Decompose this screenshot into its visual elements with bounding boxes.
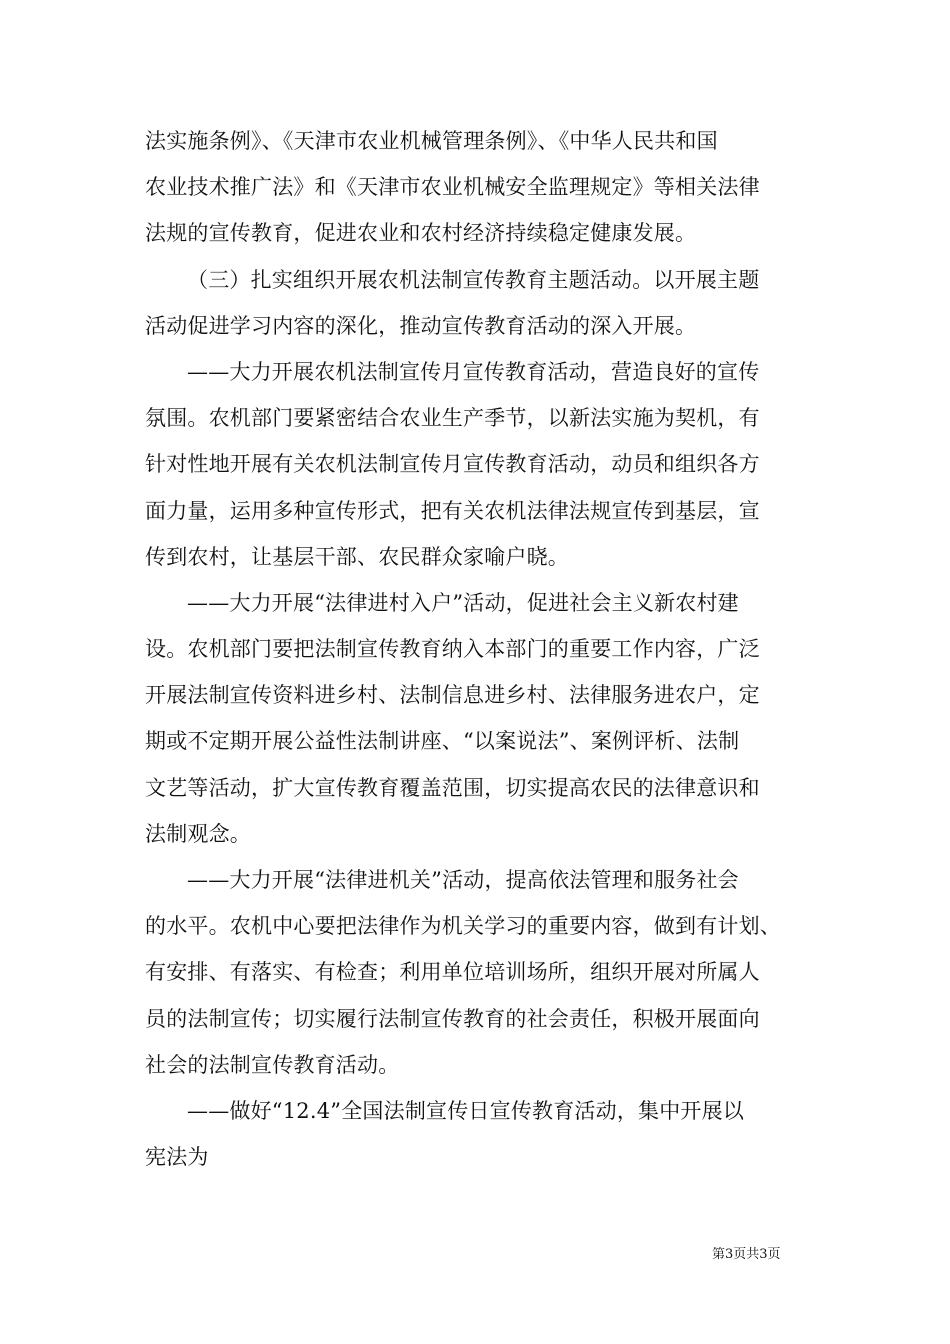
text-line: 氛围。农机部门要紧密结合农业生产季节，以新法实施为契机，有 <box>145 406 760 431</box>
paragraph-start-line: ——做好“12.4”全国法制宣传日宣传教育活动，集中开展以 <box>187 1098 745 1123</box>
document-body <box>145 118 810 1180</box>
text-line: 员的法制宣传；切实履行法制宣传教育的社会责任，积极开展面向 <box>145 1006 760 1031</box>
text-line: 宪法为 <box>145 1145 209 1170</box>
text-line: 针对性地开展有关农机法制宣传月宣传教育活动，动员和组织各方 <box>145 452 760 477</box>
paragraph-start-line: （三）扎实组织开展农机法制宣传教育主题活动。以开展主题 <box>187 267 760 292</box>
text-line: 的水平。农机中心要把法律作为机关学习的重要内容，做到有计划、 <box>145 914 781 939</box>
text-line: 法制观念。 <box>145 821 251 846</box>
page-number-footer: 第3页共3页 <box>712 1247 781 1262</box>
paragraph-start-line: ——大力开展“法律进机关”活动，提高依法管理和服务社会 <box>187 868 739 892</box>
paragraph-start-line: ——大力开展农机法制宣传月宣传教育活动，营造良好的宣传 <box>187 359 760 384</box>
text-line: 设。农机部门要把法制宣传教育纳入本部门的重要工作内容，广泛 <box>145 637 760 662</box>
text-line: 法规的宣传教育，促进农业和农村经济持续稳定健康发展。 <box>145 221 697 246</box>
text-line: 传到农村，让基层干部、农民群众家喻户晓。 <box>145 544 569 569</box>
text-line: 农业技术推广法》和《天津市农业机械安全监理规定》等相关法律 <box>145 175 760 200</box>
text-line: 期或不定期开展公益性法制讲座、“以案说法”、案例评析、法制 <box>145 729 740 754</box>
text-line: 活动促进学习内容的深化，推动宣传教育活动的深入开展。 <box>145 313 697 338</box>
text-line: 有安排、有落实、有检查；利用单位培训场所，组织开展对所属人 <box>145 960 760 985</box>
paragraph-start-line: ——大力开展“法律进村入户”活动，促进社会主义新农村建 <box>187 590 739 615</box>
text-line: 社会的法制宣传教育活动。 <box>145 1052 400 1077</box>
text-line: 文艺等活动，扩大宣传教育覆盖范围，切实提高农民的法律意识和 <box>145 775 760 800</box>
text-line: 法实施条例》、《天津市农业机械管理条例》、《中华人民共和国 <box>145 129 718 153</box>
text-line: 面力量，运用多种宣传形式，把有关农机法律法规宣传到基层，宣 <box>145 498 760 523</box>
text-line: 开展法制宣传资料进乡村、法制信息进乡村、法律服务进农户，定 <box>145 683 760 708</box>
